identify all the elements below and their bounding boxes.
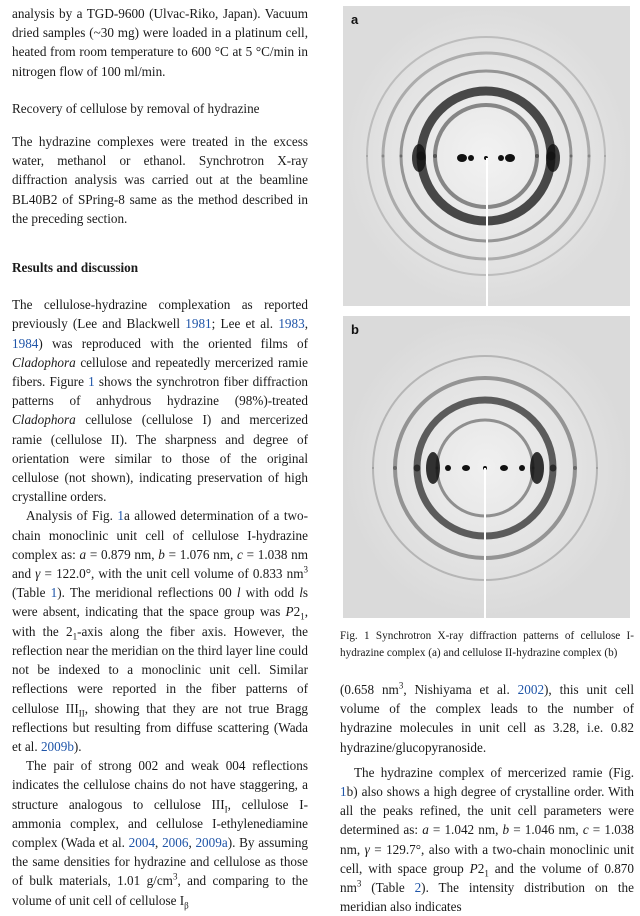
citation-link[interactable]: 2009b xyxy=(40,738,74,754)
citation-link[interactable]: 1981 xyxy=(185,316,212,332)
figure-link[interactable]: 1 xyxy=(340,784,347,800)
diffraction-pattern-a xyxy=(343,6,630,306)
paragraph-recovery: The hydrazine complexes were treated in the excess water, methanol or ethanol. Synchrotron X-ray diffraction analysis was carried out at the beamline BL40B2 of SPring-8 same as the method described in the preceding section. xyxy=(12,134,308,226)
paragraph-tga-method: analysis by a TGD-9600 (Ulvac-Riko, Japan). Vacuum dried samples (~30 mg) were loaded in a platinum cell, heated from room temperature to 600 °C at 5 °C/min in nitrogen flow of 100 ml/min. xyxy=(12,6,308,79)
section-heading-results: Results and discussion xyxy=(12,260,139,276)
citation-link[interactable]: 1984 xyxy=(12,335,39,351)
citation-link[interactable]: 2009a xyxy=(195,834,228,850)
citation-link[interactable]: 2004 xyxy=(128,834,156,850)
caption-text: Synchrotron X-ray diffraction patterns of cellulose I-hydrazine complex (a) and cellulose II-hydrazine complex (b) xyxy=(340,630,634,659)
section-heading-recovery: Recovery of cellulose by removal of hydrazine xyxy=(12,100,260,116)
paragraph-unit-cell-analysis: Analysis of Fig. 1a allowed determination of a two-chain monoclinic unit cell of cellulose I-hydrazine complex as: a = 0.879 nm, b = 1.076 nm, c = 1.038 nm and γ = 122.0°, with the unit cell volume of 0.833 $nm^3$ (Table 1). The meridional reflections 00 l with odd ls were absent, indicating that the space group was $P2_1$, with the $2_1$-axis along the fiber axis. However, the reflection near the meridian on the third layer line could not be indexed to a monoclinic unit cell. Similar reflections were reported in the fiber patterns of cellulose $III_{II}$, showing that they are not true Bragg reflections but resulting from diffuse scattering (Wada et al. 2009b). xyxy=(12,508,309,754)
caption-label: Fig. 1 xyxy=(340,630,370,642)
paragraph-mercerized-ramie: The hydrazine complex of mercerized ramie (Fig. 1b) also shows a high degree of crystalline order. With all the peaks refined, the unit cell parameters were determined as: a = 1.042 nm, b = 1.046 nm, c = 1.038 nm, γ = 129.7°, also with a two-chain monoclinic unit cell, with space group $P2_1$ and the volume of 0.870 $nm^3$ (Table 2). The intensity distribution on the meridian also indicates xyxy=(340,764,635,915)
citation-link[interactable]: 1983 xyxy=(278,316,305,332)
paragraph-hydrazine-count: (0.658 $nm^3$, Nishiyama et al. 2002), this unit cell volume of the complex leads to the number of hydrazine molecules in unit cell as 3.28, i.e. 0.82 hydrazine/glucopyranoside. xyxy=(340,680,635,755)
left-column xyxy=(12,4,308,910)
right-column xyxy=(340,680,634,916)
paragraph-reflections: The pair of strong 002 and weak 004 reflections indicates the cellulose chains do not have staggering, a structure analogous to cellulose $III_I$, cellulose I-ammonia complex, and cellulose I-ethylenediamine complex (Wada et al. 2004, 2006, 2009a). By assuming the same densities for hydrazine and cellulose as those of bulk materials, 1.01 $g/cm^3$, and comparing to the volume of unit cell of cellulose $I_\beta$ xyxy=(12,758,309,911)
paragraph-complexation: The cellulose-hydrazine complexation as reported previously (Lee and Blackwell 1981; Lee et al. 1983, 1984) was reproduced with the oriented films of Cladophora cellulose and repeatedly mercerized ramie fibers. Figure 1 shows the synchrotron fiber diffraction patterns of anhydrous hydrazine (98%)-treated Cladophora cellulose (cellulose I) and mercerized ramie (cellulose II). The sharpness and degree of orientation were similar to those of the original cellulose (not shown), indicating preservation of high crystalline orders. xyxy=(12,297,309,505)
diffraction-image-a xyxy=(343,6,630,306)
table-link[interactable]: 2 xyxy=(414,880,422,896)
panel-label-a: a xyxy=(351,12,359,27)
citation-link[interactable]: 2002 xyxy=(517,682,545,697)
citation-link[interactable]: 2006 xyxy=(162,834,189,850)
diffraction-image-b xyxy=(343,316,630,618)
figure-link[interactable]: 1 xyxy=(88,374,95,390)
figure-caption xyxy=(340,628,634,661)
figure-link[interactable]: 1 xyxy=(117,508,124,524)
table-link[interactable]: 1 xyxy=(50,585,58,601)
panel-label-b: b xyxy=(351,322,359,337)
diffraction-pattern-b xyxy=(343,316,630,618)
